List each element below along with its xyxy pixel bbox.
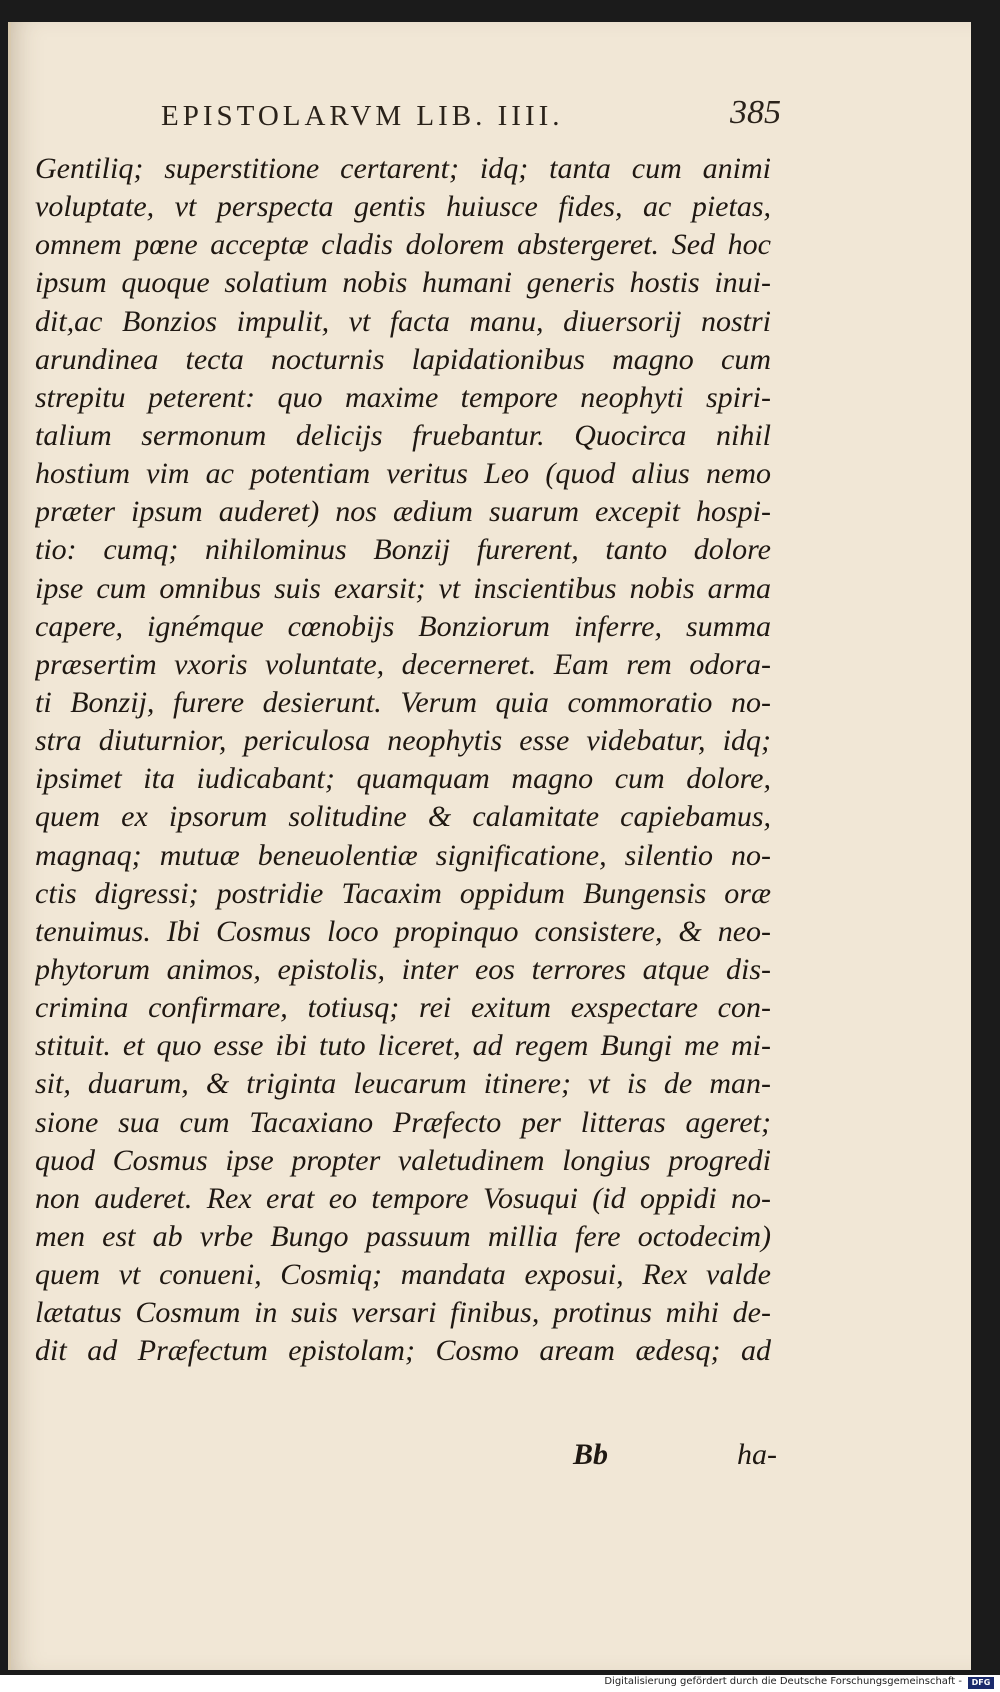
text-line: quod Cosmus ipse propter valetudinem longius progredi bbox=[35, 1143, 771, 1177]
text-line: præsertim vxoris voluntate, decerneret. Eam rem odora- bbox=[35, 647, 771, 681]
text-line: quem ex ipsorum solitudine & calamitate capiebamus, bbox=[35, 800, 771, 834]
page-footer bbox=[551, 1438, 781, 1478]
text-line: capere, ignémque cœnobijs Bonziorum inferre, summa bbox=[35, 609, 771, 643]
page-header bbox=[161, 92, 781, 136]
text-line: Gentiliq; superstitione certarent; idq; tanta cum animi bbox=[35, 152, 771, 185]
text-line: non auderet. Rex erat eo tempore Vosuqui (id oppidi no- bbox=[35, 1181, 771, 1215]
dfg-logo-icon: DFG bbox=[968, 1677, 994, 1689]
text-line: men est ab vrbe Bungo passuum millia fere octodecim) bbox=[35, 1219, 771, 1253]
text-line: quem vt conueni, Cosmiq; mandata exposui, Rex valde bbox=[35, 1258, 771, 1292]
text-line: præter ipsum auderet) nos ædium suarum excepit hospi- bbox=[35, 495, 771, 529]
signature-mark: Bb bbox=[573, 1438, 609, 1471]
text-line: dit,ac Bonzios impulit, vt facta manu, diuersorij nostri bbox=[35, 304, 771, 338]
text-line: ipse cum omnibus suis exarsit; vt inscientibus nobis arma bbox=[35, 571, 771, 605]
text-line: strepitu peterent: quo maxime tempore neophyti spiri- bbox=[35, 380, 771, 414]
text-line: talium sermonum delicijs fruebantur. Quocirca nihil bbox=[35, 418, 771, 452]
text-line: magnaq; mutuæ beneuolentiæ significatione, silentio no- bbox=[35, 838, 771, 872]
text-line: ipsum quoque solatium nobis humani generis hostis inui- bbox=[35, 266, 771, 300]
text-line: ipsimet ita iudicabant; quamquam magno cum dolore, bbox=[35, 762, 771, 796]
text-line: crimina confirmare, totiusq; rei exitum exspectare con- bbox=[35, 991, 771, 1025]
text-line: tenuimus. Ibi Cosmus loco propinquo consistere, & neo- bbox=[35, 914, 771, 948]
text-line: omnem pœne acceptæ cladis dolorem abstergeret. Sed hoc bbox=[35, 228, 771, 262]
text-line: voluptate, vt perspecta gentis huiusce fides, ac pietas, bbox=[35, 190, 771, 224]
page-number: 385 bbox=[730, 94, 781, 131]
text-line: arundinea tecta nocturnis lapidationibus magno cum bbox=[35, 342, 771, 376]
text-line: tio: cumq; nihilominus Bonzij furerent, tanto dolore bbox=[35, 533, 771, 567]
catchword: ha- bbox=[737, 1438, 777, 1471]
text-line: ctis digressi; postridie Tacaxim oppidum Bungensis oræ bbox=[35, 876, 771, 910]
text-line: sit, duarum, & triginta leucarum itinere; vt is de man- bbox=[35, 1067, 771, 1101]
text-line: dit ad Præfectum epistolam; Cosmo aream ædesq; ad bbox=[35, 1334, 771, 1368]
text-line: sione sua cum Tacaxiano Præfecto per litteras ageret; bbox=[35, 1105, 771, 1139]
text-line: hostium vim ac potentiam veritus Leo (quod alius nemo bbox=[35, 457, 771, 491]
body-text bbox=[35, 150, 771, 1371]
credit-bar bbox=[0, 1675, 1000, 1692]
text-line: lætatus Cosmum in suis versari finibus, protinus mihi de- bbox=[35, 1296, 771, 1330]
text-line: stra diuturnior, periculosa neophytis esse videbatur, idq; bbox=[35, 724, 771, 758]
text-line: phytorum animos, epistolis, inter eos terrores atque dis- bbox=[35, 952, 771, 986]
running-head: EPISTOLARVM LIB. IIII. bbox=[161, 100, 564, 132]
text-line: stituit. et quo esse ibi tuto liceret, ad regem Bungi me mi- bbox=[35, 1029, 771, 1063]
text-line: ti Bonzij, furere desierunt. Verum quia commoratio no- bbox=[35, 685, 771, 719]
funding-credit: Digitalisierung gefördert durch die Deutsche Forschungsgemeinschaft - bbox=[604, 1676, 962, 1687]
book-page bbox=[8, 22, 971, 1670]
